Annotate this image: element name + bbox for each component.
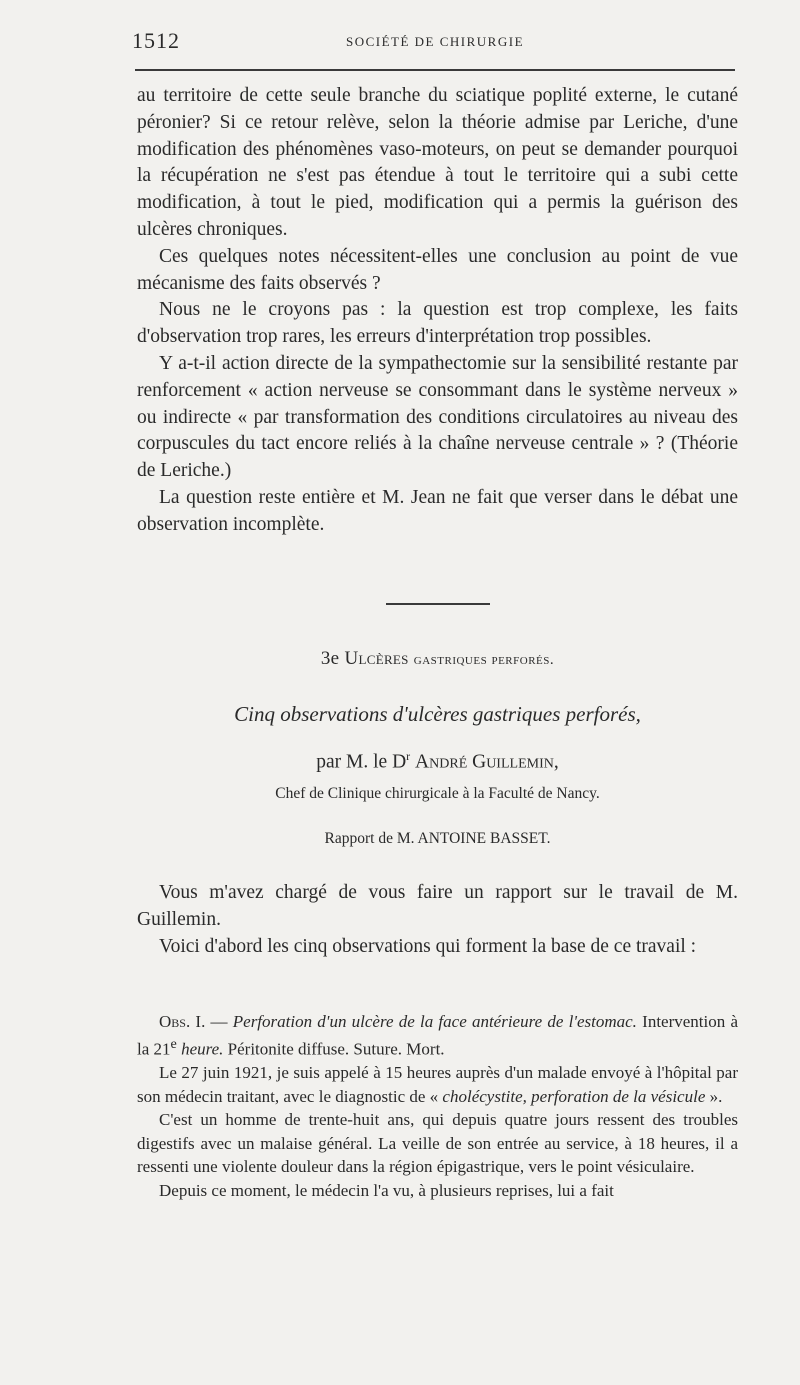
page-header [132,28,738,58]
section-heading [137,648,738,670]
page-number: 1512 [132,28,180,53]
article-title: Cinq observations d'ulcères gastriques perforés, [234,702,641,726]
paragraph: Ces quelques notes nécessitent-elles une conclusion au point de vue mécanisme des faits observés ? [137,245,738,294]
observation-label: Obs. I. — [159,1012,228,1031]
section-heading-rest: gastriques perforés. [413,652,555,668]
paragraph: Voici d'abord les cinq observations qui forment la base de ce travail : [159,935,697,957]
intro-text [137,880,738,960]
p2-pre: Le 27 juin 1921, je suis appelé à 15 heures auprès d'un malade envoyé à l'hôpital par son médecin traitant, avec le diagnostic de « [137,1063,738,1106]
paragraph: Depuis ce moment, le médecin l'a vu, à plusieurs reprises, lui a fait [159,1180,614,1200]
intervention-sup: e [170,1036,177,1053]
author-sup: r [406,749,411,763]
paragraph: C'est un homme de trente-huit ans, qui depuis quatre jours ressent des troubles digestifs avec un malaise général. La veille de son entrée au service, à 18 heures, il a ressenti une violente douleur dans la région épigastrique, vers le point vésiculaire. [137,1110,738,1177]
body-text [137,83,738,539]
observation-heading [137,1010,738,1061]
affiliation: Chef de Clinique chirurgicale à la Faculté de Nancy. [275,785,600,802]
running-title: SOCIÉTÉ DE CHIRURGIE [345,34,525,49]
paragraph: Nous ne le croyons pas : la question est trop complexe, les faits d'observation trop rares, les erreurs d'interprétation trop possibles. [137,299,738,348]
paragraph: au territoire de cette seule branche du sciatique poplité externe, le cutané péronier? Si ce retour relève, selon la théorie admise par Leriche, d'une modification des phénomènes vaso-moteurs, on peut se demander pourquoi la récupération ne s'est pas étendue à tout le territoire qui a subi cette modification, à tout le pied, modification qui a permis la guérison des ulcères chroniques. [137,85,738,240]
intervention-heure: heure. [181,1040,224,1060]
section-divider [386,603,490,605]
header-rule [135,69,735,71]
observation-title: Perforation d'un ulcère de la face antérieure de l'estomac. [232,1012,637,1031]
paragraph [137,1061,738,1108]
author-line [137,749,738,774]
p2-italic: cholécystite, perforation de la vésicule [442,1086,706,1106]
author-name: André Guillemin, [415,751,559,773]
section-heading-first: Ulcères [344,648,409,669]
author-prefix: par M. le D [316,751,407,773]
paragraph: Y a-t-il action directe de la sympathectomie sur la sensibilité restante par renforcement « action nerveuse se consommant dans le système nerveux » ou indirecte « par transformation des conditions circulatoires au niveau des corpuscules du tact encore reliés à la chaîne nerveuse centrale » ? (Théorie de Leriche.) [137,352,738,482]
paragraph: Vous m'avez chargé de vous faire un rapport sur le travail de M. Guillemin. [137,882,738,930]
report-line: Rapport de M. ANTOINE BASSET. [324,830,551,847]
paragraph: La question reste entière et M. Jean ne fait que verser dans le débat une observation incomplète. [137,486,738,535]
intervention-post: Péritonite diffuse. Suture. Mort. [227,1040,445,1060]
intervention-pre: Intervention à la 21 [137,1012,738,1060]
p2-post: ». [709,1086,723,1106]
observation-block [137,1010,738,1202]
section-number: 3e [320,648,340,669]
